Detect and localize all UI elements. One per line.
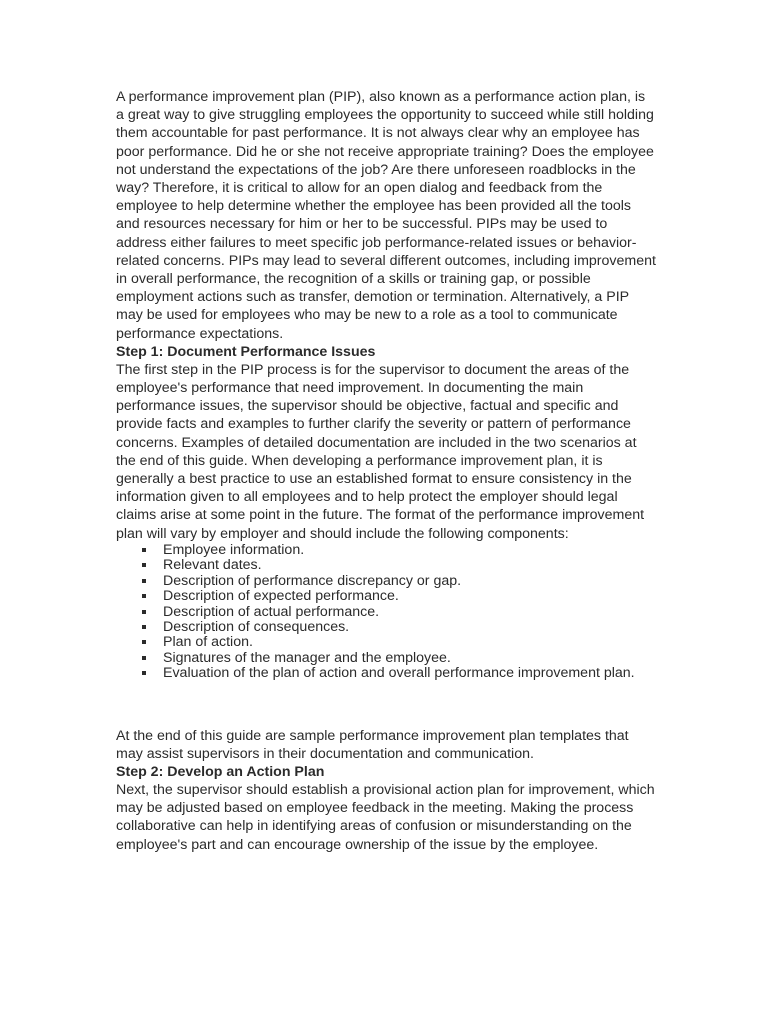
list-item: Plan of action. <box>163 635 656 650</box>
step2-paragraph: Next, the supervisor should establish a provisional action plan for improvement, which may be adjusted based on employee feedback in the meeting. Making the process collaborative can help in identifying areas of confusion or misunderstanding on the employee's part and can encourage ownership of the issue by the employee. <box>116 781 655 853</box>
list-item: Signatures of the manager and the employee. <box>163 651 656 666</box>
step1-closing-paragraph: At the end of this guide are sample performance improvement plan templates that may assist supervisors in their documentation and communication. <box>116 727 629 762</box>
list-item: Employee information. <box>163 543 656 558</box>
list-item: Relevant dates. <box>163 558 656 573</box>
step1-heading: Step 1: Document Performance Issues <box>116 343 376 360</box>
document-page <box>116 88 656 854</box>
spacer <box>116 682 656 727</box>
intro-paragraph: A performance improvement plan (PIP), also known as a performance action plan, is a great way to give struggling employees the opportunity to succeed while still holding them accountable for past performance. It is not always clear why an employee has poor performance. Did he or she not receive appropriate training? Does the employee not understand the expectations of the job? Are there unforeseen roadblocks in the way? Therefore, it is critical to allow for an open dialog and feedback from the employee to help determine whether the employee has been provided all the tools and resources necessary for him or her to be successful. PIPs may be used to address either failures to meet specific job performance-related issues or behavior-related concerns. PIPs may lead to several different outcomes, including improvement in overall performance, the recognition of a skills or training gap, or possible employment actions such as transfer, demotion or termination. Alternatively, a PIP may be used for employees who may be new to a role as a tool to communicate performance expectations. <box>116 89 656 342</box>
list-item: Description of consequences. <box>163 620 656 635</box>
list-item: Evaluation of the plan of action and overall performance improvement plan. <box>163 666 656 681</box>
list-item: Description of performance discrepancy or gap. <box>163 574 656 589</box>
step2-heading: Step 2: Develop an Action Plan <box>116 763 325 780</box>
step1-paragraph: The first step in the PIP process is for the supervisor to document the areas of the employee's performance that need improvement. In documenting the main performance issues, the supervisor should be objective, factual and specific and provide facts and examples to further clarify the severity or pattern of performance concerns. Examples of detailed documentation are included in the two scenarios at the end of this guide. When developing a performance improvement plan, it is generally a best practice to use an established format to ensure consistency in the information given to all employees and to help protect the employer should legal claims arise at some point in the future. The format of the performance improvement plan will vary by employer and should include the following components: <box>116 361 645 542</box>
list-item: Description of expected performance. <box>163 589 656 604</box>
list-item: Description of actual performance. <box>163 605 656 620</box>
components-list <box>116 543 656 682</box>
